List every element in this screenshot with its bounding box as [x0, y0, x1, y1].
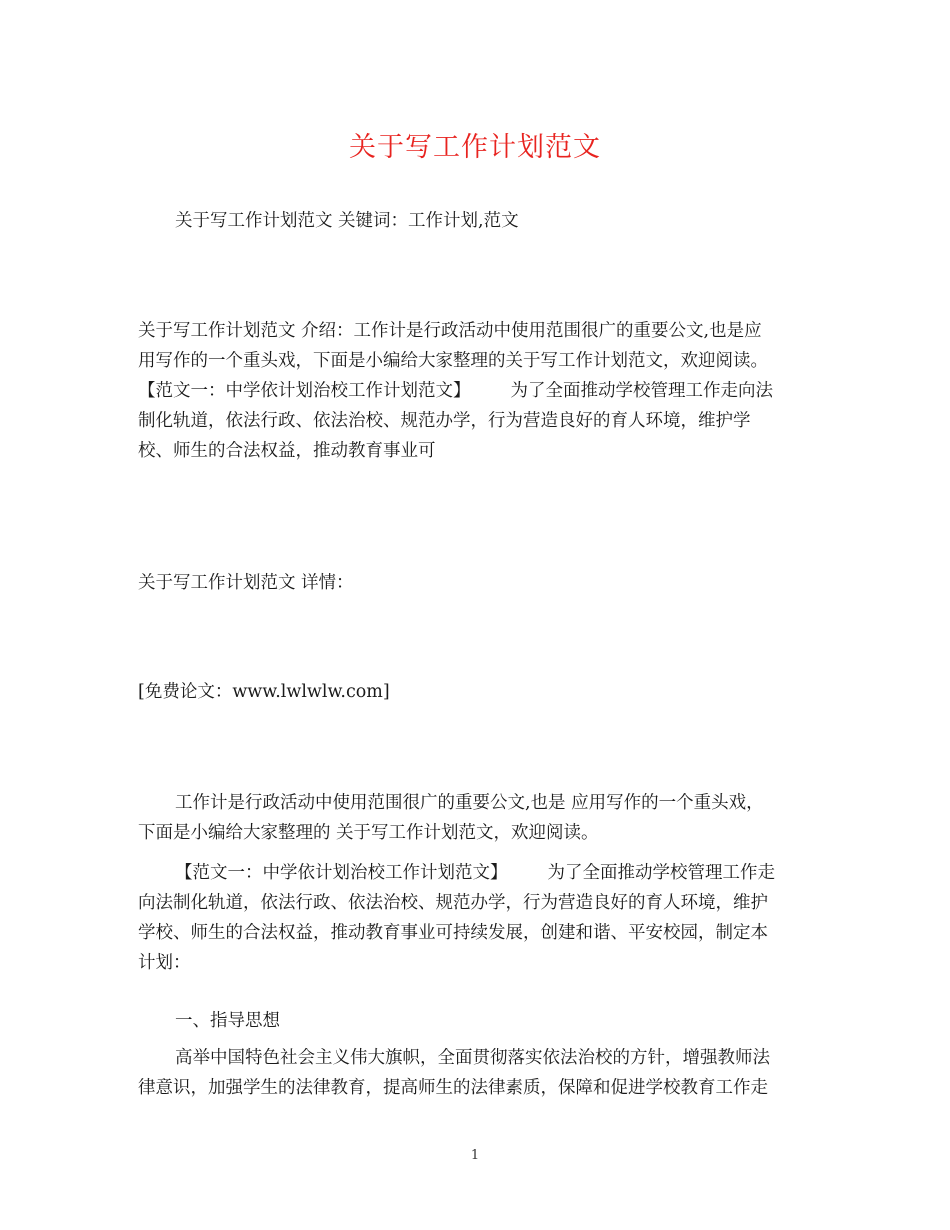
intro-line: 校、师生的合法权益，推动教育事业可 [138, 441, 436, 461]
intro-line: 制化轨道，依法行政、依法治校、规范办学，行为营造良好的育人环境，维护学 [138, 411, 751, 431]
document-title: 关于写工作计划范文 [349, 132, 601, 163]
body-line: 计划： [138, 953, 191, 973]
body-line: 学校、师生的合法权益，推动教育事业可持续发展，创建和谐、平安校园，制定本 [138, 923, 768, 943]
body-line: 工作计是行政活动中使用范围很广的重要公文,也是 应用写作的一个重头戏， [175, 793, 764, 813]
sample-heading: 【范文一：中学依计划治校工作计划范文】 [138, 381, 471, 401]
sample-heading: 【范文一：中学依计划治校工作计划范文】 [175, 863, 508, 883]
body-line: 下面是小编给大家整理的 关于写工作计划范文，欢迎阅读。 [138, 823, 599, 843]
intro-line: 用写作的一个重头戏，下面是小编给大家整理的关于写工作计划范文，欢迎阅读。 [138, 351, 768, 371]
body-line-text: 为了全面推动学校管理工作走 [547, 863, 775, 883]
details-label: 关于写工作计划范文 详情： [138, 573, 354, 593]
body-line: 向法制化轨道，依法行政、依法治校、规范办学，行为营造良好的育人环境，维护 [138, 893, 768, 913]
body-line [138, 858, 813, 888]
intro-line: 关于写工作计划范文 介绍：工作计是行政活动中使用范围很广的重要公文,也是应 [138, 321, 762, 341]
intro-line [138, 376, 813, 406]
section-heading: 一、指导思想 [175, 1011, 280, 1031]
keywords-line: 关于写工作计划范文 关键词：工作计划,范文 [175, 211, 519, 231]
body-paragraph-3 [138, 1043, 813, 1103]
intro-line-text: 为了全面推动学校管理工作走向法 [510, 381, 773, 401]
body-line: 高举中国特色社会主义伟大旗帜，全面贯彻落实依法治校的方针，增强教师法 [175, 1048, 770, 1068]
source-note: [免费论文：www.lwlwlw.com] [138, 682, 390, 702]
page-number: 1 [470, 1148, 480, 1163]
body-line: 律意识，加强学生的法律教育，提高师生的法律素质，保障和促进学校教育工作走 [138, 1078, 768, 1098]
body-paragraph-1 [138, 788, 813, 848]
intro-paragraph [138, 316, 813, 466]
body-paragraph-2 [138, 858, 813, 978]
